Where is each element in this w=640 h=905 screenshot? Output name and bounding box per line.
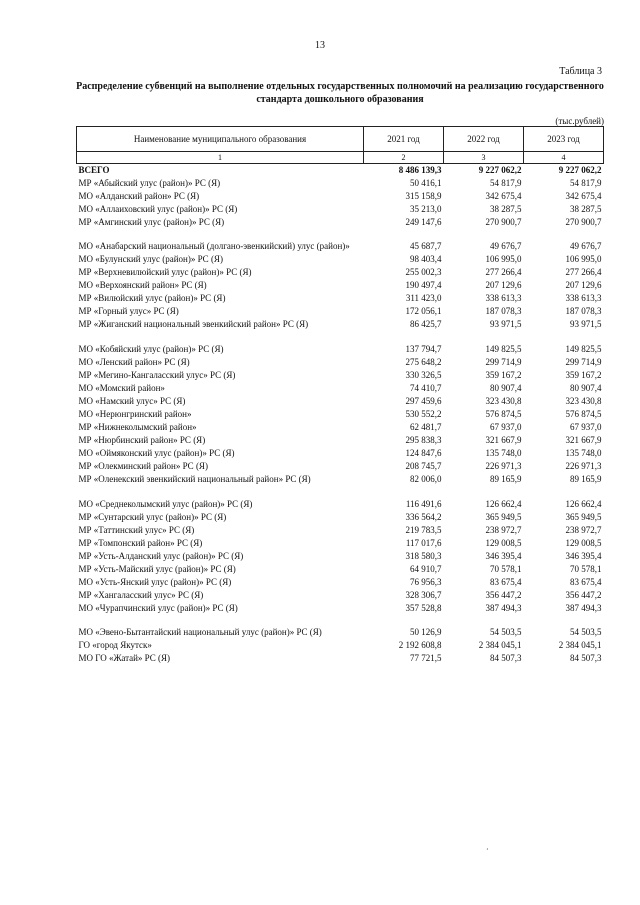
value-2022: 387 494,3 — [485, 603, 522, 613]
municipality-name: МО «Верхоянский район» РС (Я) — [78, 280, 207, 290]
municipality-name: МО «Анабарский национальный (долгано-эвенкийский) улус (район)» — [78, 241, 350, 251]
municipality-name: МР «Горный улус» РС (Я) — [78, 306, 179, 316]
value-2022: 149 825,5 — [485, 344, 522, 354]
value-2021: 208 745,7 — [405, 461, 442, 471]
spacer-cell — [444, 330, 524, 342]
value-2022: 84 507,3 — [490, 653, 522, 663]
spacer-row — [77, 485, 604, 497]
value-2021: 98 403,4 — [410, 254, 442, 264]
value-2022: 576 874,5 — [485, 409, 522, 419]
value-2022: 270 900,7 — [485, 217, 522, 227]
municipality-name: МР «Таттинский улус» РС (Я) — [78, 525, 195, 535]
units-label: (тыс.рублей) — [555, 116, 604, 126]
value-2022: 89 165,9 — [490, 474, 522, 484]
municipality-name: МР «Верхневилюйский улус (район)» РС (Я) — [78, 267, 252, 277]
value-2022: 299 714,9 — [485, 357, 522, 367]
value-2021: 2 192 608,8 — [398, 640, 442, 650]
value-2022: 54 503,5 — [490, 627, 522, 637]
stray-mark: · — [486, 845, 489, 854]
value-2023: 576 874,5 — [565, 409, 602, 419]
table-row — [77, 472, 604, 485]
table-row — [77, 407, 604, 420]
value-2023: 106 995,0 — [565, 254, 602, 264]
value-2023: 338 613,3 — [565, 293, 602, 303]
value-2021: 74 410,7 — [410, 383, 442, 393]
total-2023: 9 227 062,2 — [558, 165, 602, 175]
value-2021: 172 056,1 — [405, 306, 442, 316]
value-2021: 50 126,9 — [410, 627, 442, 637]
spacer-cell — [524, 330, 604, 342]
value-2023: 54 503,5 — [570, 627, 602, 637]
value-2021: 328 306,7 — [405, 590, 442, 600]
municipality-name: МР «Нижнеколымский район» — [78, 422, 197, 432]
value-2022: 83 675,4 — [490, 577, 522, 587]
value-2022: 93 971,5 — [490, 319, 522, 329]
value-2022: 338 613,3 — [485, 293, 522, 303]
municipality-name: МО «Намский улус» РС (Я) — [78, 396, 186, 406]
value-2023: 93 971,5 — [570, 319, 602, 329]
table-row — [77, 638, 604, 651]
value-2023: 356 447,2 — [565, 590, 602, 600]
value-2022: 70 578,1 — [490, 564, 522, 574]
value-2021: 219 783,5 — [405, 525, 442, 535]
value-2021: 82 006,0 — [410, 474, 442, 484]
header-num-2: 2 — [364, 152, 444, 164]
value-2023: 359 167,2 — [565, 370, 602, 380]
municipality-name: МР «Амгинский улус (район)» РС (Я) — [78, 217, 225, 227]
value-2021: 190 497,4 — [405, 280, 442, 290]
value-2021: 530 552,2 — [405, 409, 442, 419]
value-2022: 207 129,6 — [485, 280, 522, 290]
table-row — [77, 510, 604, 523]
value-2022: 277 266,4 — [485, 267, 522, 277]
value-2023: 270 900,7 — [565, 217, 602, 227]
page-number: 13 — [315, 40, 325, 51]
value-2023: 299 714,9 — [565, 357, 602, 367]
total-name: ВСЕГО — [78, 165, 110, 175]
table-row — [77, 368, 604, 381]
value-2023: 207 129,6 — [565, 280, 602, 290]
municipality-name: МР «Вилюйский улус (район)» РС (Я) — [78, 293, 226, 303]
table-row — [77, 420, 604, 433]
value-2021: 77 721,5 — [410, 653, 442, 663]
municipality-name: МР «Томпонский район» РС (Я) — [78, 538, 203, 548]
value-2022: 323 430,8 — [485, 396, 522, 406]
value-2023: 323 430,8 — [565, 396, 602, 406]
table-row — [77, 291, 604, 304]
value-2022: 135 748,0 — [485, 448, 522, 458]
municipality-name: МР «Абыйский улус (район)» РС (Я) — [78, 178, 221, 188]
municipality-name: МО «Усть-Янский улус (район)» РС (Я) — [78, 577, 232, 587]
value-2021: 35 213,0 — [410, 204, 442, 214]
spacer-cell — [524, 485, 604, 497]
value-2023: 135 748,0 — [565, 448, 602, 458]
value-2021: 255 002,3 — [405, 267, 442, 277]
table-row — [77, 228, 604, 252]
value-2023: 70 578,1 — [570, 564, 602, 574]
spacer-row — [77, 330, 604, 342]
value-2023: 346 395,4 — [565, 551, 602, 561]
value-2021: 86 425,7 — [410, 319, 442, 329]
value-2021: 62 481,7 — [410, 422, 442, 432]
municipality-name: МР «Жиганский национальный эвенкийский район» РС (Я) — [78, 319, 309, 329]
municipality-name: МО «Кобяйский улус (район)» РС (Я) — [78, 344, 224, 354]
value-2023: 83 675,4 — [570, 577, 602, 587]
table-row — [77, 446, 604, 459]
value-2023: 187 078,3 — [565, 306, 602, 316]
document-title: Распределение субвенций на выполнение отдельных государственных полномочий на реализацию государственного стандарта дошкольного образования — [76, 81, 604, 105]
value-2021: 76 956,3 — [410, 577, 442, 587]
table-label: Таблица 3 — [559, 66, 602, 77]
table-row — [77, 433, 604, 446]
municipality-name: МР «Сунтарский улус (район)» РС (Я) — [78, 512, 227, 522]
municipality-name: МР «Олекминский район» РС (Я) — [78, 461, 208, 471]
table-row — [77, 189, 604, 202]
municipality-name: МР «Мегино-Кангаласский улус» РС (Я) — [78, 370, 236, 380]
table-row — [77, 381, 604, 394]
table-row — [77, 215, 604, 228]
subsidy-table — [76, 126, 604, 664]
value-2022: 226 971,3 — [485, 461, 522, 471]
total-2021: 8 486 139,3 — [398, 165, 442, 175]
table-row — [77, 562, 604, 575]
municipality-name: МО «Алданский район» РС (Я) — [78, 191, 200, 201]
municipality-name: МР «Усть-Алданский улус (район)» РС (Я) — [78, 551, 244, 561]
header-num-4: 4 — [524, 152, 604, 164]
municipality-name: МР «Оленекский эвенкийский национальный район» РС (Я) — [78, 474, 311, 484]
value-2022: 106 995,0 — [485, 254, 522, 264]
municipality-name: МО «Ленский район» РС (Я) — [78, 357, 190, 367]
value-2023: 2 384 045,1 — [558, 640, 602, 650]
table-row — [77, 575, 604, 588]
spacer-cell — [364, 485, 444, 497]
table-row — [77, 588, 604, 601]
table-row — [77, 614, 604, 638]
table-row — [77, 523, 604, 536]
value-2021: 45 687,7 — [410, 241, 442, 251]
table-row — [77, 601, 604, 614]
value-2021: 249 147,6 — [405, 217, 442, 227]
header-2022: 2022 год — [444, 127, 524, 152]
value-2022: 54 817,9 — [490, 178, 522, 188]
value-2021: 117 017,6 — [405, 538, 442, 548]
municipality-name: ГО «город Якутск» — [78, 640, 152, 650]
municipality-name: МР «Хангаласский улус» РС (Я) — [78, 590, 204, 600]
municipality-name: МР «Нюрбинский район» РС (Я) — [78, 435, 206, 445]
table-row — [77, 265, 604, 278]
value-2023: 67 937,0 — [570, 422, 602, 432]
table-row — [77, 278, 604, 291]
header-num-1: 1 — [77, 152, 364, 164]
value-2021: 295 838,3 — [405, 435, 442, 445]
value-2023: 238 972,7 — [565, 525, 602, 535]
value-2022: 359 167,2 — [485, 370, 522, 380]
table-row — [77, 536, 604, 549]
value-2021: 124 847,6 — [405, 448, 442, 458]
table-row — [77, 252, 604, 265]
municipality-name: МО «Среднеколымский улус (район)» РС (Я) — [78, 499, 253, 509]
value-2023: 365 949,5 — [565, 512, 602, 522]
value-2022: 67 937,0 — [490, 422, 522, 432]
value-2022: 49 676,7 — [490, 241, 522, 251]
value-2021: 336 564,2 — [405, 512, 442, 522]
total-row — [77, 164, 604, 177]
value-2021: 137 794,7 — [405, 344, 442, 354]
value-2023: 226 971,3 — [565, 461, 602, 471]
table-row — [77, 549, 604, 562]
value-2023: 84 507,3 — [570, 653, 602, 663]
header-2021: 2021 год — [364, 127, 444, 152]
table-row — [77, 497, 604, 510]
municipality-name: МР «Усть-Майский улус (район)» РС (Я) — [78, 564, 236, 574]
value-2022: 129 008,5 — [485, 538, 522, 548]
municipality-name: МО «Нерюнгринский район» — [78, 409, 192, 419]
table-row — [77, 202, 604, 215]
value-2023: 387 494,3 — [565, 603, 602, 613]
value-2022: 321 667,9 — [485, 435, 522, 445]
value-2023: 89 165,9 — [570, 474, 602, 484]
value-2021: 50 416,1 — [410, 178, 442, 188]
value-2022: 346 395,4 — [485, 551, 522, 561]
total-2022: 9 227 062,2 — [478, 165, 522, 175]
value-2023: 80 907,4 — [570, 383, 602, 393]
table-row — [77, 355, 604, 368]
value-2023: 126 662,4 — [565, 499, 602, 509]
table-row — [77, 394, 604, 407]
spacer-cell — [77, 485, 364, 497]
header-2023: 2023 год — [524, 127, 604, 152]
value-2021: 357 528,8 — [405, 603, 442, 613]
value-2021: 311 423,0 — [405, 293, 442, 303]
value-2023: 321 667,9 — [565, 435, 602, 445]
value-2022: 187 078,3 — [485, 306, 522, 316]
value-2021: 318 580,3 — [405, 551, 442, 561]
value-2021: 297 459,6 — [405, 396, 442, 406]
value-2022: 2 384 045,1 — [478, 640, 522, 650]
value-2021: 330 326,5 — [405, 370, 442, 380]
value-2022: 38 287,5 — [490, 204, 522, 214]
table-row — [77, 651, 604, 664]
value-2023: 149 825,5 — [565, 344, 602, 354]
value-2021: 64 910,7 — [410, 564, 442, 574]
value-2023: 342 675,4 — [565, 191, 602, 201]
value-2022: 356 447,2 — [485, 590, 522, 600]
table-row — [77, 317, 604, 330]
value-2023: 277 266,4 — [565, 267, 602, 277]
municipality-name: МО «Оймяконский улус (район)» РС (Я) — [78, 448, 235, 458]
table-row — [77, 459, 604, 472]
spacer-cell — [77, 330, 364, 342]
spacer-cell — [444, 485, 524, 497]
value-2022: 342 675,4 — [485, 191, 522, 201]
value-2023: 129 008,5 — [565, 538, 602, 548]
value-2021: 315 158,9 — [405, 191, 442, 201]
municipality-name: МО «Булунский улус (район)» РС (Я) — [78, 254, 223, 264]
value-2021: 275 648,2 — [405, 357, 442, 367]
table-row — [77, 304, 604, 317]
value-2023: 54 817,9 — [570, 178, 602, 188]
municipality-name: МО «Чурапчинский улус (район)» РС (Я) — [78, 603, 238, 613]
municipality-name: МО «Момский район» — [78, 383, 165, 393]
value-2022: 80 907,4 — [490, 383, 522, 393]
municipality-name: МО «Аллаиховский улус (район)» РС (Я) — [78, 204, 238, 214]
header-num-3: 3 — [444, 152, 524, 164]
value-2022: 365 949,5 — [485, 512, 522, 522]
value-2022: 126 662,4 — [485, 499, 522, 509]
header-name: Наименование муниципального образования — [77, 127, 364, 152]
municipality-name: МО ГО «Жатай» РС (Я) — [78, 653, 171, 663]
spacer-cell — [364, 330, 444, 342]
table-row — [77, 176, 604, 189]
value-2023: 38 287,5 — [570, 204, 602, 214]
value-2023: 49 676,7 — [570, 241, 602, 251]
table-row — [77, 342, 604, 355]
value-2021: 116 491,6 — [405, 499, 442, 509]
value-2022: 238 972,7 — [485, 525, 522, 535]
municipality-name: МО «Эвено-Бытантайский национальный улус (район)» РС (Я) — [78, 627, 322, 637]
